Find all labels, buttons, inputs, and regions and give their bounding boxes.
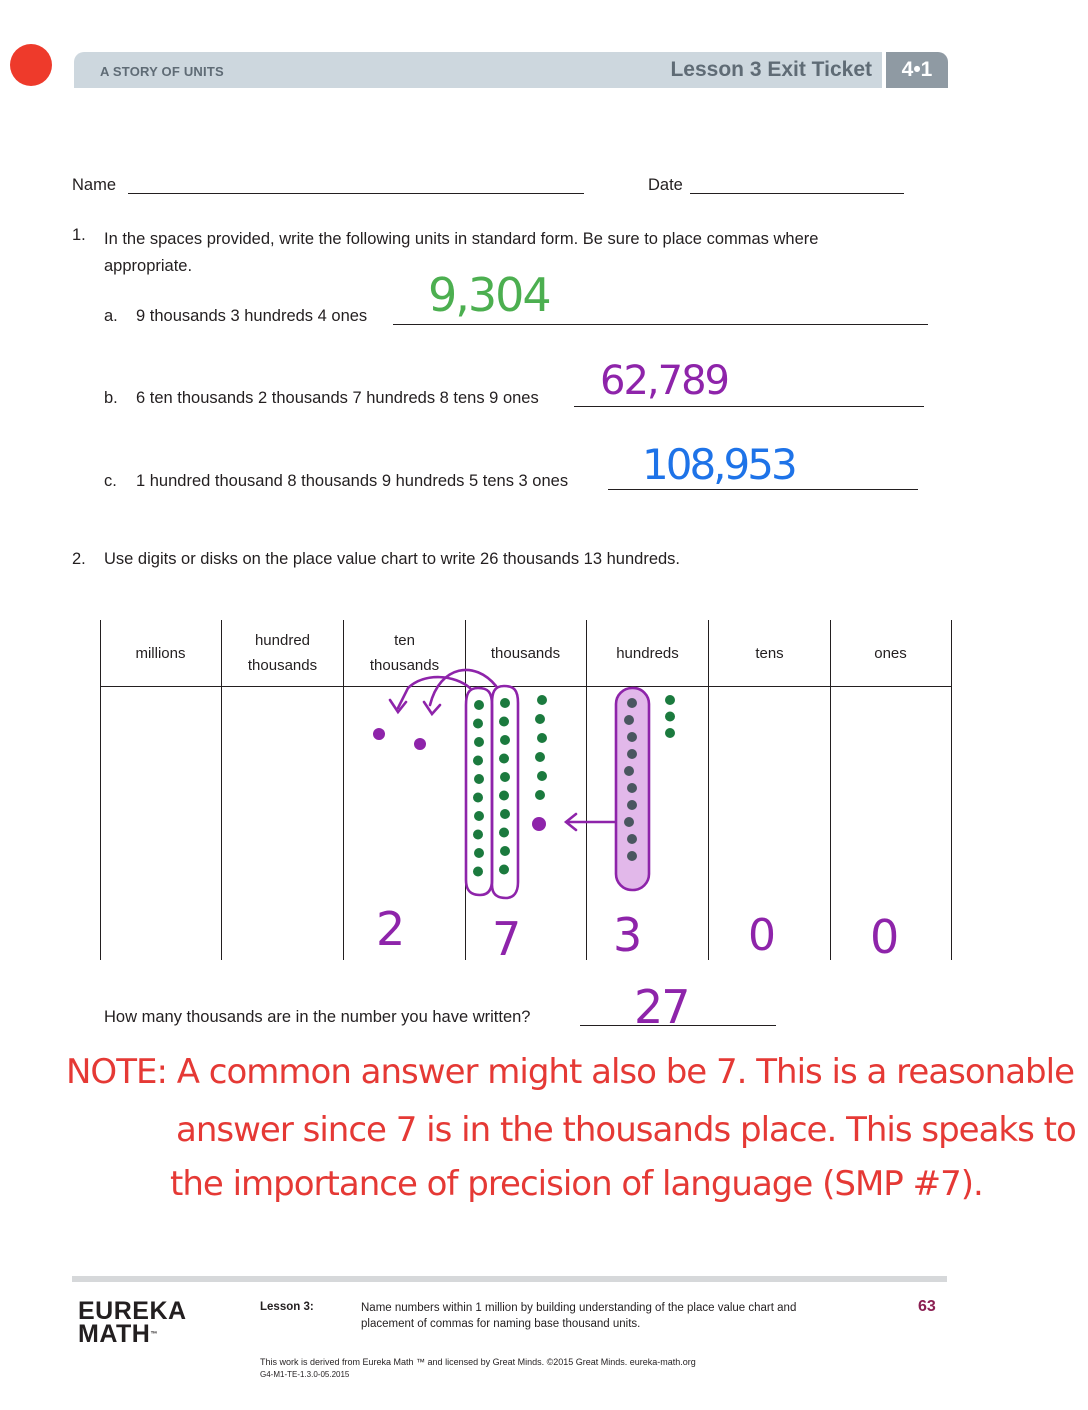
thousand-disk [500,846,510,856]
footer-lesson-label: Lesson 3: [260,1301,314,1313]
thousand-disk [537,733,547,743]
col-header-thousands: thousands [490,644,561,662]
thousand-disk [500,735,510,745]
thousand-disk [499,791,509,801]
hundred-disk [627,783,637,793]
q2-prompt: Use digits or disks on the place value chart to write 26 thousands 13 hundreds. [104,550,681,568]
q1c-letter: c. [104,472,117,490]
thousand-disk [473,793,483,803]
bundle-arrow-right [430,670,496,705]
thousand-disk [499,865,509,875]
digit-thousands: 7 [492,912,522,966]
hundred-disk [627,732,637,742]
thousand-disk [473,756,483,766]
q1-number: 1. [72,226,86,244]
thousand-disk [537,771,547,781]
thousand-disk [535,790,545,800]
q1c-answer: 108,953 [642,440,795,489]
col-header-tens: tens [755,644,784,662]
ten-thousand-disk [373,728,385,740]
q2-number: 2. [72,550,86,568]
q2-followup-prompt: How many thousands are in the number you have written? [104,1008,531,1026]
q1b-answer: 62,789 [600,358,728,404]
hundred-disk [624,817,634,827]
ten-thousand-disk [414,738,426,750]
col-header-millions: millions [135,644,186,662]
license-text: This work is derived from Eureka Math ™ and licensed by Great Minds. ©2015 Great Minds. eureka-math.org [260,1357,696,1367]
thousand-disk [500,698,510,708]
thousand-disk [473,867,483,877]
thousand-disk [474,737,484,747]
thousand-disk [473,830,483,840]
hundred-disk [627,698,637,708]
thousand-disk [500,772,510,782]
q1b-text: 6 ten thousands 2 thousands 7 hundreds 8 tens 9 ones [136,389,539,407]
lesson-title: Lesson 3 Exit Ticket [670,58,872,81]
series-title: A STORY OF UNITS [100,64,224,79]
note-line-1: NOTE: A common answer might also be 7. This is a reasonable [66,1052,1074,1092]
col-header-hundreds: hundreds [616,644,679,662]
date-label: Date [648,176,683,194]
q1b-letter: b. [104,389,118,407]
ten-thousands-disks [373,728,426,750]
q1c-text: 1 hundred thousand 8 thousands 9 hundreds 5 tens 3 ones [136,472,569,490]
hundred-disk [665,728,675,738]
q1a-text: 9 thousands 3 hundreds 4 ones [136,307,368,325]
q2-followup-answer: 27 [634,980,689,1034]
thousand-disk [474,700,484,710]
thousand-disk [474,848,484,858]
name-label: Name [72,176,117,194]
arrowhead-right [424,702,440,714]
hundred-disk [624,715,634,725]
hundred-disk [665,695,675,705]
thousand-disk [499,717,509,727]
q1-prompt: In the spaces provided, write the following units in standard form. Be sure to place commas where appropriate. [104,230,819,275]
hundred-disk [627,800,637,810]
hundred-disk [627,749,637,759]
thousand-disk [500,809,510,819]
note-line-2: answer since 7 is in the thousands place. This speaks to [176,1110,1076,1150]
digit-ten-thousands: 2 [376,902,406,956]
q1a-answer: 9,304 [428,268,550,322]
q1a-letter: a. [104,307,118,325]
hundred-disk [624,766,634,776]
thousand-disk [537,695,547,705]
col-header-ten-thousands: ten thousands [369,632,440,674]
thousand-disk [499,754,509,764]
digit-ones: 0 [870,910,900,964]
hundred-disk [627,851,637,861]
digit-hundreds: 3 [613,908,643,962]
thousand-disk [535,714,545,724]
note-line-3: the importance of precision of language (SMP #7). [170,1164,983,1204]
regrouped-thousand-disk [532,817,546,831]
thousand-disk [474,811,484,821]
hundred-disk [665,712,675,722]
footer-lesson-description: Name numbers within 1 million by building understanding of the place value chart and placement of commas for naming base thousand units. [361,1302,797,1330]
col-header-hundred-thousands: hundred thousands [247,632,318,674]
col-header-ones: ones [874,644,907,662]
grade-module-badge: 4•1 [886,52,948,88]
thousand-disk [474,774,484,784]
thousand-disk [535,752,545,762]
footer-bar [72,1276,947,1282]
document-code: G4-M1-TE-1.3.0-05.2015 [260,1370,350,1379]
digit-tens: 0 [748,910,776,961]
thousand-disk [499,828,509,838]
hundred-disk [627,834,637,844]
eureka-math-logo: EUREKA MATH™ [78,1297,187,1348]
thousand-disk [473,719,483,729]
page-number: 63 [918,1298,936,1315]
